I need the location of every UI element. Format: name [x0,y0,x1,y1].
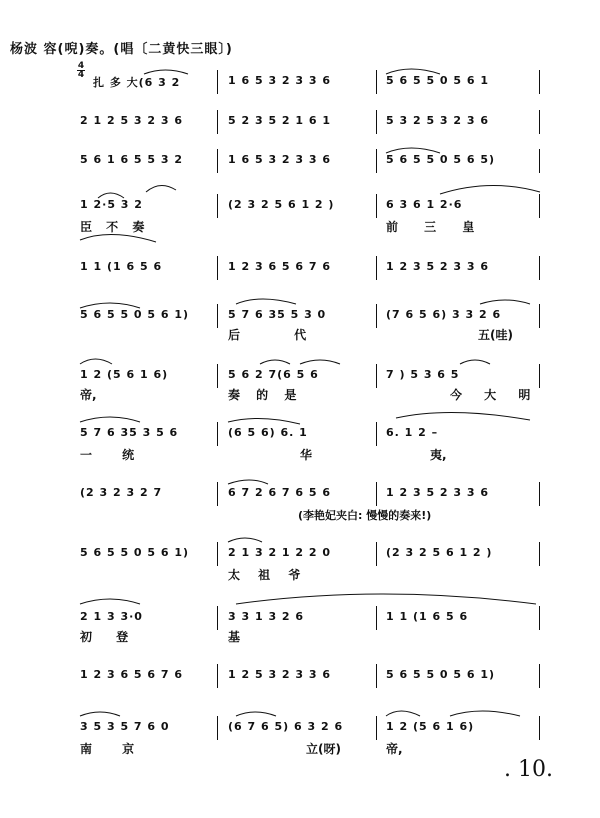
measure: 1 1 (1 6 5 6 [386,610,469,623]
measure: 扎 多 大(6 3 2 [93,76,181,89]
measure: 2 1 3 2 1 2 2 0 [228,546,332,559]
measure: 1 2 3 5 2 3 3 6 [386,486,490,499]
measure: 7 ) 5 3 6 5 [386,368,460,381]
measure: 1 2·5 3 2 [80,198,143,211]
slur [228,538,262,542]
lyric: 一 统 [80,448,135,462]
measure: 1 2 3 5 2 3 3 6 [386,260,490,273]
measure: (6 5 6) 6. 1 [228,426,308,439]
lyric: 五(哇) [478,328,513,342]
slur [236,594,536,604]
measure: 1 6 5 3 2 3 3 6 [228,74,332,87]
measure: 5 6 5 5 0 5 6 5) [386,153,496,166]
measure: 5 2 3 5 2 1 6 1 [228,114,332,127]
time-signature-bottom: 4 [77,70,85,80]
measure: 3 3 1 3 2 6 [228,610,305,623]
measure: 5 6 5 5 0 5 6 1) [386,668,496,681]
measure: 1 1 (1 6 5 6 [80,260,163,273]
slur [228,480,268,484]
lyric: 太 祖 爷 [228,568,301,582]
slur [386,148,440,153]
lyric: 奏 的 是 [228,388,297,402]
slur [440,185,540,194]
slur [450,711,520,716]
spoken-annotation: (李艳妃夹白: 慢慢的奏来!) [298,509,432,522]
lyric: 帝, [80,388,97,402]
slur [80,303,140,308]
lyric: 帝, [386,742,403,756]
lyric: 立(呀) [306,742,341,756]
measure: 1 6 5 3 2 3 3 6 [228,153,332,166]
slur [80,234,156,242]
lyric: 华 [300,448,313,462]
lyric: 基 [228,630,241,644]
measure: 1 2 3 6 5 6 7 6 [228,260,332,273]
lyric: 后 代 [228,328,307,342]
slur [480,300,530,304]
slur [80,599,140,604]
measure: 5 6 5 5 0 5 6 1 [386,74,490,87]
measure: (6 7 6 5) 6 3 2 6 [228,720,344,733]
measure: 5 6 2 7(6 5 6 [228,368,319,381]
slur [236,712,276,716]
measure: 5 6 5 5 0 5 6 1) [80,308,190,321]
slur [98,193,124,198]
measure: 6. 1 2 – [386,426,439,439]
slur [386,711,420,716]
lyric: 臣 不 奏 [80,220,145,234]
lyric: 夷, [430,448,447,462]
measure: 2 1 2 5 3 2 3 6 [80,114,184,127]
measure: 1 2 (5 6 1 6) [386,720,475,733]
slur [80,417,140,422]
slur [146,185,176,192]
measure: 5 3 2 5 3 2 3 6 [386,114,490,127]
time-signature-top: 4 [77,61,85,71]
lyric: 今 大 明 [450,388,531,402]
slur [300,360,340,364]
measure: 2 1 3 3·0 [80,610,143,623]
lyric: 初 登 [80,630,129,644]
slur [396,412,530,420]
measure: 5 6 1 6 5 5 3 2 [80,153,184,166]
measure: (2 3 2 5 6 1 2 ) [228,198,335,211]
lyric: 南 京 [80,742,135,756]
measure: 3 5 3 5 7 6 0 [80,720,170,733]
slur [260,360,290,364]
slur [144,70,188,74]
slur [80,359,112,364]
lyric: 前 三 皇 [386,220,475,234]
measure: 5 7 6 35 5 3 0 [228,308,327,321]
measure: 5 6 5 5 0 5 6 1) [80,546,190,559]
measure: 1 2 3 6 5 6 7 6 [80,668,184,681]
measure: (2 3 2 3 2 7 [80,486,163,499]
slur [236,299,296,304]
page-number: . 10. [504,757,553,782]
measure: 6 7 2 6 7 6 5 6 [228,486,332,499]
slur [80,712,120,716]
slur [228,418,300,424]
measure: 6 3 6 1 2·6 [386,198,463,211]
slur [386,69,440,74]
score-header: 杨波 容(唲)奏。(唱〔二黄快三眼〕) [10,42,233,57]
measure: (2 3 2 5 6 1 2 ) [386,546,493,559]
measure: 5 7 6 35 3 5 6 [80,426,179,439]
measure: 1 2 5 3 2 3 3 6 [228,668,332,681]
slur [460,360,490,364]
measure: (7 6 5 6) 3 3 2 6 [386,308,502,321]
measure: 1 2 (5 6 1 6) [80,368,169,381]
